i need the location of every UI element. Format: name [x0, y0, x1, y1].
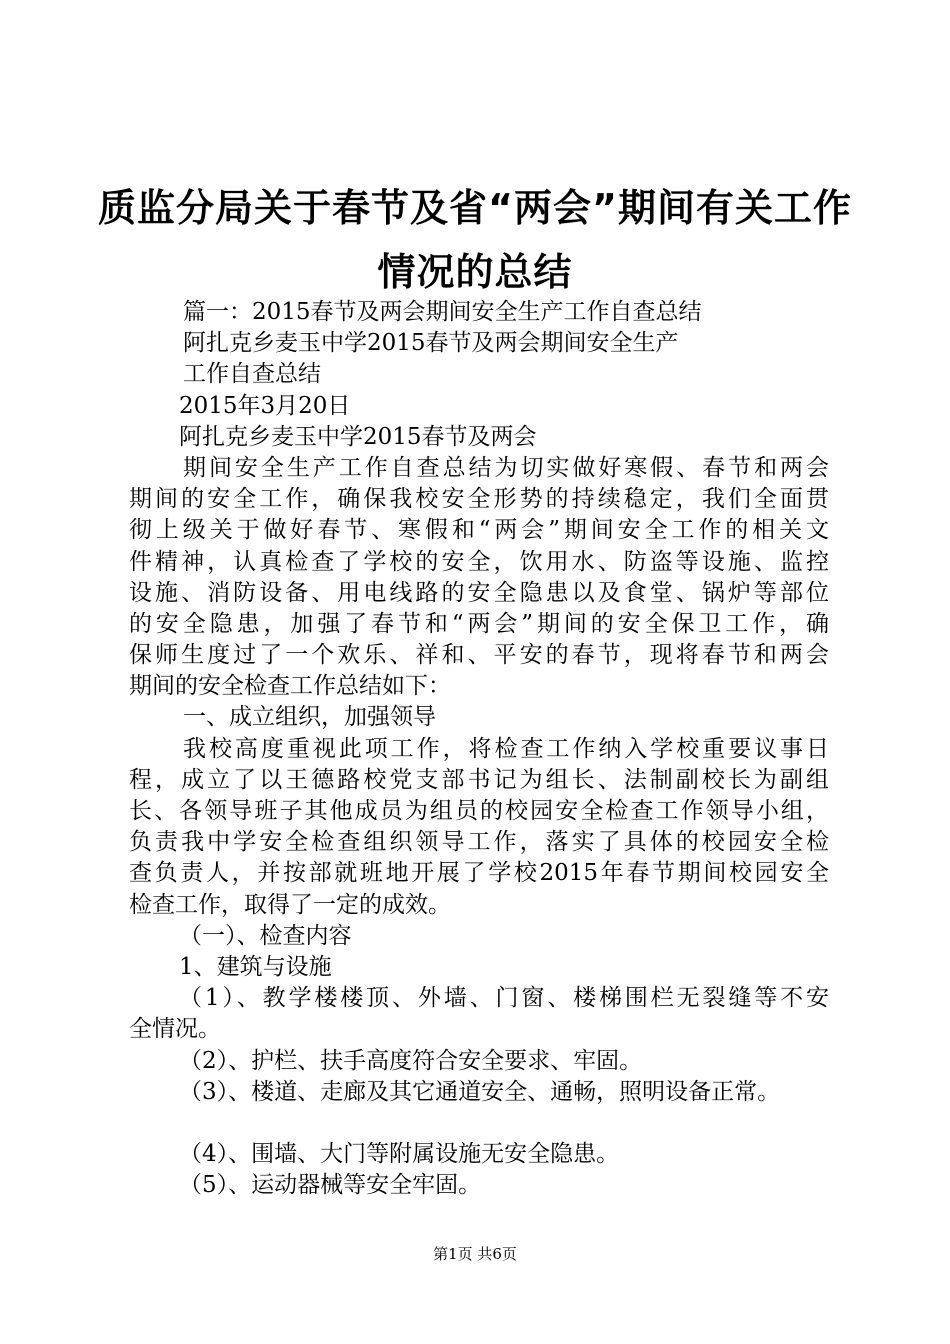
document-title-line-1: 质监分局关于春节及省“两会”期间有关工作: [98, 186, 852, 230]
document-body: [129, 297, 829, 1201]
blank-line: [129, 1108, 829, 1139]
school-heading-line: 阿扎克乡麦玉中学2015春节及两会: [179, 423, 537, 450]
paragraph-line: 期间的安全工作，确保我校安全形势的持续稳定，我们全面贯: [129, 486, 829, 513]
subsection-heading: （一）、检查内容: [179, 922, 352, 949]
paragraph-line: 件精神，认真检查了学校的安全，饮用水、防盗等设施、监控: [129, 548, 829, 575]
list-item: （4）、围墙、大门等附属设施无安全隐患。: [179, 1141, 620, 1168]
list-item: （2）、护栏、扶手高度符合安全要求、牢固。: [179, 1047, 643, 1074]
school-heading-line: 工作自查总结: [183, 361, 321, 388]
list-item: （3）、楼道、走廊及其它通道安全、通畅，照明设备正常。: [179, 1078, 781, 1105]
list-item-line: 全情况。: [129, 1016, 221, 1043]
subsection-heading: 一、成立组织，加强领导: [183, 704, 436, 731]
paragraph-line: 长、各领导班子其他成员为组员的校园安全检查工作领导小组，: [129, 798, 829, 824]
paragraph-line: 查负责人，并按部就班地开展了学校2015年春节期间校园安全: [129, 860, 829, 887]
paragraph-line: 期间的安全检查工作总结如下：: [129, 673, 451, 700]
paragraph-line: 彻上级关于做好春节、寒假和“两会”期间安全工作的相关文: [129, 517, 829, 544]
section-heading: 篇一：2015春节及两会期间安全生产工作自查总结: [183, 299, 702, 325]
list-item: （5）、运动器械等安全牢固。: [179, 1172, 482, 1199]
document-title-line-2: 情况的总结: [377, 250, 573, 294]
page-footer: 第1页 共6页: [433, 1245, 517, 1263]
school-heading-line: 阿扎克乡麦玉中学2015春节及两会期间安全生产: [183, 330, 679, 357]
paragraph-line: 设施、消防设备、用电线路的安全隐患以及食堂、锅炉等部位: [129, 579, 829, 606]
paragraph-line: 的安全隐患，加强了春节和“两会”期间的安全保卫工作，确: [129, 610, 829, 637]
paragraph-line: 期间安全生产工作自查总结为切实做好寒假、春节和两会: [183, 454, 829, 481]
paragraph-line: 我校高度重视此项工作，将检查工作纳入学校重要议事日: [183, 735, 829, 762]
paragraph-line: 负责我中学安全检查组织领导工作，落实了具体的校园安全检: [129, 829, 829, 856]
paragraph-line: 程，成立了以王德路校党支部书记为组长、法制副校长为副组: [129, 766, 829, 793]
paragraph-line: 检查工作，取得了一定的成效。: [129, 891, 451, 918]
list-item-line: （1）、教学楼楼顶、外墙、门窗、楼梯围栏无裂缝等不安: [179, 985, 829, 1012]
paragraph-line: 保师生度过了一个欢乐、祥和、平安的春节，现将春节和两会: [129, 642, 829, 669]
item-heading: 1、建筑与设施: [179, 953, 332, 980]
date-line: 2015年3月20日: [179, 392, 351, 419]
